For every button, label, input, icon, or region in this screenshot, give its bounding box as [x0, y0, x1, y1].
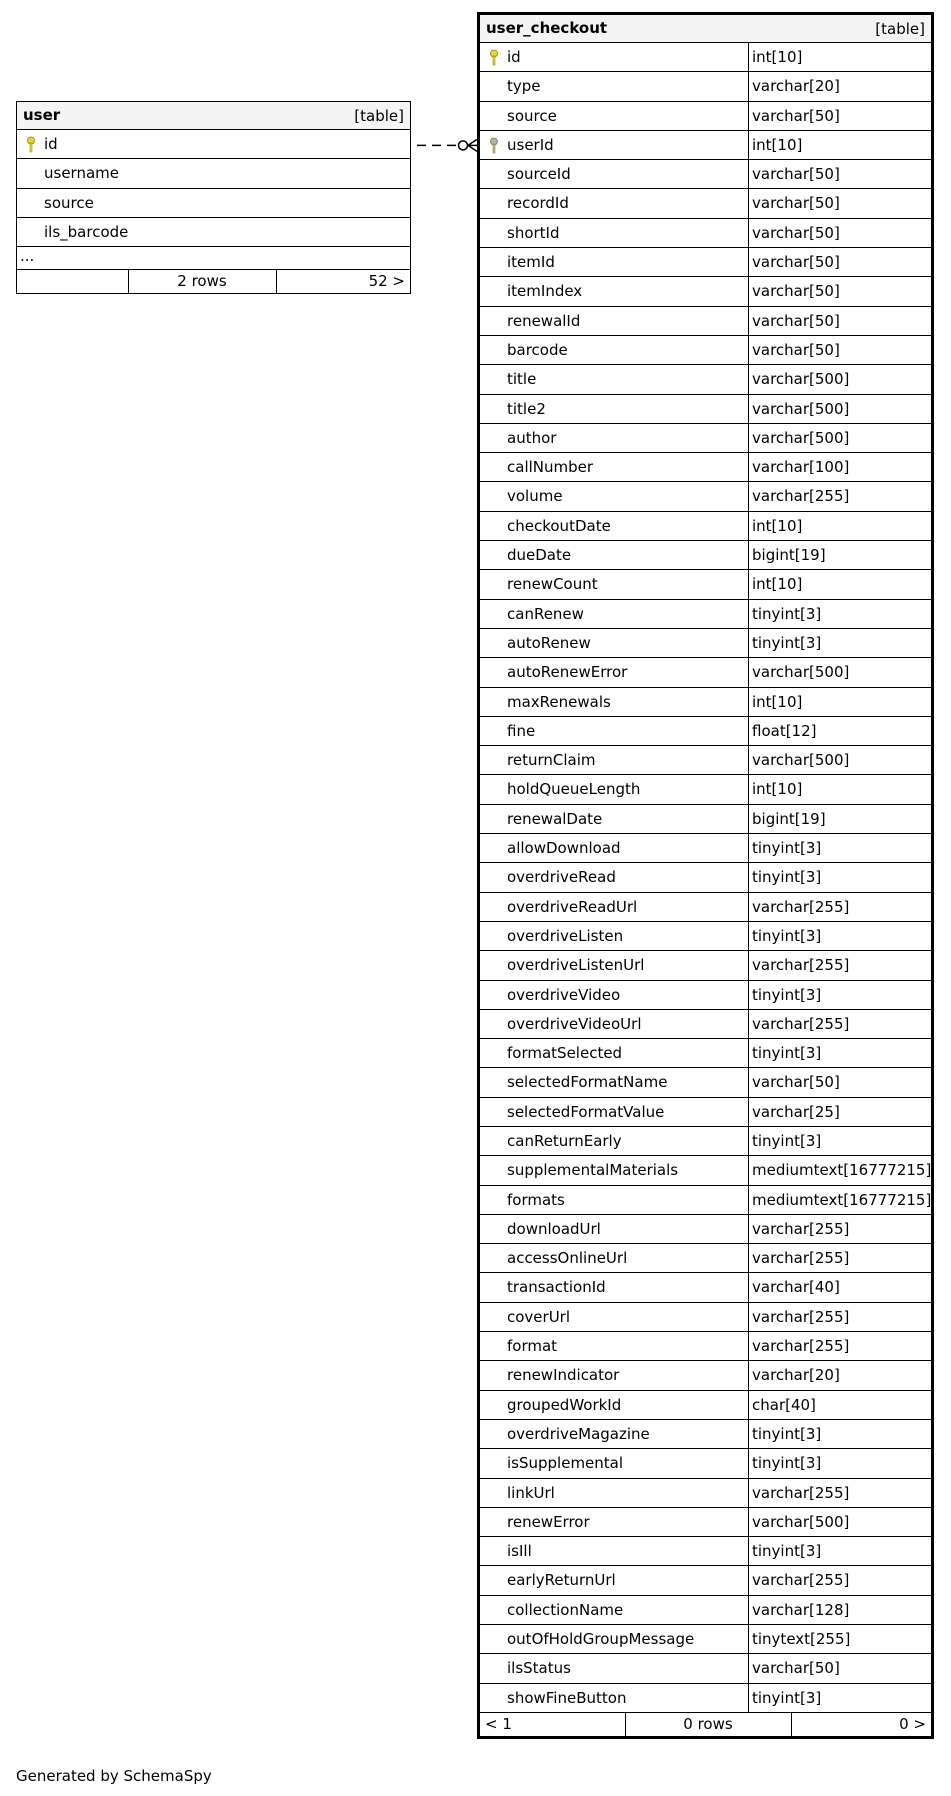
- column-type: varchar[255]: [752, 1219, 850, 1238]
- column-type: varchar[50]: [752, 340, 840, 359]
- primary-key-icon: [25, 136, 37, 154]
- table-name[interactable]: user_checkout: [486, 19, 608, 37]
- column-type: varchar[128]: [752, 1600, 850, 1619]
- column-row[interactable]: [480, 277, 931, 306]
- column-name: volume: [507, 487, 563, 506]
- column-type: tinyint[3]: [752, 1454, 822, 1473]
- column-row[interactable]: [17, 189, 410, 218]
- column-row[interactable]: [480, 1625, 931, 1654]
- column-type: varchar[500]: [752, 663, 850, 682]
- column-type: tinyint[3]: [752, 1688, 822, 1707]
- column-type: varchar[255]: [752, 1571, 850, 1590]
- column-name: maxRenewals: [507, 692, 611, 711]
- column-type: mediumtext[16777215]: [752, 1161, 932, 1180]
- column-row[interactable]: [17, 130, 410, 159]
- column-name: returnClaim: [507, 751, 596, 770]
- footer-divider: [791, 1713, 792, 1736]
- column-row[interactable]: [480, 160, 931, 189]
- column-name: overdriveVideoUrl: [507, 1014, 642, 1033]
- column-name: isSupplemental: [507, 1454, 624, 1473]
- column-divider: [748, 1215, 749, 1243]
- column-name: overdriveVideo: [507, 985, 621, 1004]
- column-type: varchar[500]: [752, 399, 850, 418]
- column-name: supplementalMaterials: [507, 1161, 679, 1180]
- column-divider: [748, 1596, 749, 1624]
- column-row[interactable]: [480, 365, 931, 394]
- column-type: tinyint[3]: [752, 926, 822, 945]
- column-divider: [748, 834, 749, 862]
- column-name: checkoutDate: [507, 516, 611, 535]
- column-type: tinyint[3]: [752, 868, 822, 887]
- column-type: tinyint[3]: [752, 633, 822, 652]
- column-name: allowDownload: [507, 839, 621, 858]
- column-divider: [748, 1391, 749, 1419]
- column-divider: [748, 1361, 749, 1389]
- table-user[interactable]: [16, 101, 411, 294]
- column-name: overdriveRead: [507, 868, 616, 887]
- column-name: transactionId: [507, 1278, 606, 1297]
- column-divider: [748, 1332, 749, 1360]
- column-row[interactable]: [480, 1244, 931, 1273]
- column-row[interactable]: [480, 1332, 931, 1361]
- column-name: title: [507, 370, 537, 389]
- column-type: varchar[50]: [752, 1073, 840, 1092]
- column-row[interactable]: [480, 1391, 931, 1420]
- column-row[interactable]: [480, 219, 931, 248]
- column-name: ilsStatus: [507, 1659, 571, 1678]
- column-row[interactable]: [480, 453, 931, 482]
- column-row[interactable]: [480, 1654, 931, 1683]
- column-row[interactable]: [480, 1361, 931, 1390]
- column-divider: [748, 1156, 749, 1184]
- column-row[interactable]: [480, 629, 931, 658]
- column-name: renewCount: [507, 575, 598, 594]
- table-kind: [table]: [354, 107, 404, 125]
- column-row[interactable]: [480, 1039, 931, 1068]
- column-divider: [748, 541, 749, 569]
- column-row[interactable]: [480, 600, 931, 629]
- column-name: type: [507, 77, 541, 96]
- footer-row-count: 0 rows: [683, 1714, 733, 1733]
- column-divider: [748, 1186, 749, 1214]
- column-type: varchar[255]: [752, 487, 850, 506]
- column-list: [17, 130, 410, 247]
- column-name: callNumber: [507, 458, 594, 477]
- column-type: varchar[50]: [752, 253, 840, 272]
- column-divider: [748, 277, 749, 305]
- column-divider: [748, 805, 749, 833]
- table-footer: [17, 270, 410, 293]
- column-type: float[12]: [752, 721, 817, 740]
- column-divider: [748, 922, 749, 950]
- column-divider: [748, 1273, 749, 1301]
- column-divider: [748, 1537, 749, 1565]
- column-name: isIll: [507, 1542, 532, 1561]
- column-divider: [748, 1098, 749, 1126]
- column-type: varchar[50]: [752, 311, 840, 330]
- column-name: overdriveListenUrl: [507, 956, 645, 975]
- column-type: int[10]: [752, 575, 803, 594]
- column-name: itemIndex: [507, 282, 583, 301]
- column-row[interactable]: [480, 541, 931, 570]
- column-row[interactable]: [480, 72, 931, 101]
- column-type: varchar[100]: [752, 458, 850, 477]
- column-row[interactable]: [480, 1010, 931, 1039]
- column-divider: [748, 395, 749, 423]
- primary-key-icon: [488, 49, 500, 67]
- column-row[interactable]: [480, 1303, 931, 1332]
- column-name: downloadUrl: [507, 1219, 601, 1238]
- column-name: fine: [507, 721, 536, 740]
- foreign-key-icon: [488, 137, 500, 155]
- column-name: earlyReturnUrl: [507, 1571, 616, 1590]
- table-footer: [480, 1713, 931, 1736]
- column-name: showFineButton: [507, 1688, 627, 1707]
- column-name: holdQueueLength: [507, 780, 641, 799]
- column-divider: [748, 893, 749, 921]
- column-row[interactable]: [480, 658, 931, 687]
- column-row[interactable]: [480, 1684, 931, 1713]
- column-type: bigint[19]: [752, 546, 826, 565]
- column-name: format: [507, 1337, 558, 1356]
- column-row[interactable]: [480, 336, 931, 365]
- column-divider: [748, 1010, 749, 1038]
- column-type: varchar[20]: [752, 1366, 840, 1385]
- column-type: varchar[500]: [752, 428, 850, 447]
- column-name: renewError: [507, 1512, 590, 1531]
- footer-divider: [276, 270, 277, 293]
- footer-left-link[interactable]: < 1: [485, 1714, 512, 1733]
- footer-right-link[interactable]: 52 >: [368, 272, 405, 291]
- column-divider: [748, 424, 749, 452]
- column-type: int[10]: [752, 780, 803, 799]
- column-divider: [748, 570, 749, 598]
- column-divider: [748, 482, 749, 510]
- column-type: int[10]: [752, 48, 803, 66]
- column-type: varchar[50]: [752, 282, 840, 301]
- column-divider: [748, 775, 749, 803]
- column-row[interactable]: [480, 1127, 931, 1156]
- crowfoot-upper: [468, 139, 477, 145]
- more-columns: ...: [17, 247, 410, 270]
- column-type: int[10]: [752, 692, 803, 711]
- column-row[interactable]: [480, 893, 931, 922]
- column-row[interactable]: [480, 1215, 931, 1244]
- column-name: username: [44, 164, 119, 183]
- column-row[interactable]: [480, 1566, 931, 1595]
- column-row[interactable]: [480, 424, 931, 453]
- column-row[interactable]: [480, 1479, 931, 1508]
- column-divider: [748, 1508, 749, 1536]
- column-type: varchar[255]: [752, 897, 850, 916]
- table-kind: [table]: [875, 20, 925, 38]
- column-type: tinyint[3]: [752, 1542, 822, 1561]
- column-divider: [748, 1684, 749, 1712]
- column-row[interactable]: [480, 1596, 931, 1625]
- column-row[interactable]: [480, 482, 931, 511]
- column-divider: [748, 863, 749, 891]
- column-divider: [748, 453, 749, 481]
- column-row[interactable]: [480, 775, 931, 804]
- column-name: id: [44, 135, 58, 153]
- column-divider: [748, 1566, 749, 1594]
- column-divider: [748, 131, 749, 159]
- column-divider: [748, 102, 749, 130]
- column-row[interactable]: [480, 834, 931, 863]
- column-row[interactable]: [480, 717, 931, 746]
- column-name: barcode: [507, 340, 568, 359]
- column-name: renewalId: [507, 311, 581, 330]
- column-divider: [748, 1039, 749, 1067]
- table-name[interactable]: user: [23, 106, 61, 124]
- column-name: autoRenew: [507, 633, 591, 652]
- column-type: varchar[50]: [752, 223, 840, 242]
- column-type: varchar[500]: [752, 370, 850, 389]
- column-row[interactable]: [480, 512, 931, 541]
- column-row[interactable]: [480, 746, 931, 775]
- footer-row-count: 2 rows: [177, 272, 227, 291]
- column-type: tinyint[3]: [752, 1424, 822, 1443]
- column-row[interactable]: [480, 1273, 931, 1302]
- column-row[interactable]: [480, 951, 931, 980]
- column-divider: [748, 951, 749, 979]
- column-divider: [748, 688, 749, 716]
- table-header[interactable]: [480, 15, 931, 43]
- column-type: varchar[50]: [752, 165, 840, 184]
- column-name: formatSelected: [507, 1044, 623, 1063]
- column-row[interactable]: [480, 43, 931, 72]
- column-name: source: [507, 106, 557, 125]
- column-type: varchar[255]: [752, 956, 850, 975]
- column-divider: [748, 1303, 749, 1331]
- column-row[interactable]: [480, 863, 931, 892]
- column-name: overdriveListen: [507, 926, 624, 945]
- column-divider: [748, 746, 749, 774]
- column-name: overdriveMagazine: [507, 1424, 650, 1443]
- column-name: userId: [507, 135, 554, 154]
- column-divider: [748, 717, 749, 745]
- column-name: canReturnEarly: [507, 1131, 622, 1150]
- column-name: groupedWorkId: [507, 1395, 622, 1414]
- column-type: varchar[500]: [752, 1512, 850, 1531]
- column-name: renewalDate: [507, 809, 603, 828]
- column-divider: [748, 981, 749, 1009]
- column-divider: [748, 219, 749, 247]
- column-name: coverUrl: [507, 1307, 571, 1326]
- column-divider: [748, 1068, 749, 1096]
- column-type: tinyint[3]: [752, 1131, 822, 1150]
- column-type: varchar[500]: [752, 751, 850, 770]
- column-type: varchar[25]: [752, 1102, 840, 1121]
- column-divider: [748, 1654, 749, 1682]
- column-name: ils_barcode: [44, 222, 129, 241]
- zero-cardinality-circle: [459, 141, 468, 150]
- column-divider: [748, 336, 749, 364]
- column-row[interactable]: [480, 395, 931, 424]
- column-row[interactable]: [480, 1156, 931, 1185]
- column-row[interactable]: [480, 688, 931, 717]
- column-divider: [748, 43, 749, 71]
- column-row[interactable]: [17, 218, 410, 247]
- column-name: selectedFormatName: [507, 1073, 668, 1092]
- column-name: canRenew: [507, 604, 584, 623]
- column-type: int[10]: [752, 135, 803, 154]
- column-type: int[10]: [752, 516, 803, 535]
- column-type: varchar[255]: [752, 1483, 850, 1502]
- column-divider: [748, 1625, 749, 1653]
- column-type: tinyint[3]: [752, 985, 822, 1004]
- column-divider: [748, 189, 749, 217]
- column-row[interactable]: [480, 131, 931, 160]
- column-name: sourceId: [507, 165, 571, 184]
- column-name: collectionName: [507, 1600, 624, 1619]
- column-type: bigint[19]: [752, 809, 826, 828]
- column-name: source: [44, 193, 94, 212]
- column-type: varchar[50]: [752, 1659, 840, 1678]
- column-divider: [748, 160, 749, 188]
- column-name: recordId: [507, 194, 569, 213]
- column-divider: [748, 307, 749, 335]
- column-row[interactable]: [480, 1508, 931, 1537]
- column-name: overdriveReadUrl: [507, 897, 638, 916]
- column-name: itemId: [507, 253, 555, 272]
- column-row[interactable]: [480, 307, 931, 336]
- column-divider: [748, 1127, 749, 1155]
- column-type: varchar[50]: [752, 194, 840, 213]
- column-row[interactable]: [480, 248, 931, 277]
- generated-by-note: Generated by SchemaSpy: [16, 1767, 212, 1785]
- column-name: selectedFormatValue: [507, 1102, 665, 1121]
- column-row[interactable]: [480, 189, 931, 218]
- column-name: author: [507, 428, 557, 447]
- column-name: shortId: [507, 223, 560, 242]
- column-type: varchar[20]: [752, 77, 840, 96]
- column-type: tinytext[255]: [752, 1630, 851, 1649]
- column-name: accessOnlineUrl: [507, 1249, 628, 1268]
- column-row[interactable]: [480, 1068, 931, 1097]
- column-divider: [748, 365, 749, 393]
- table-header[interactable]: [17, 102, 410, 130]
- column-type: varchar[50]: [752, 106, 840, 125]
- column-divider: [748, 72, 749, 100]
- column-type: varchar[255]: [752, 1307, 850, 1326]
- column-name: outOfHoldGroupMessage: [507, 1630, 695, 1649]
- column-divider: [748, 1449, 749, 1477]
- column-row[interactable]: [480, 805, 931, 834]
- column-row[interactable]: [480, 1098, 931, 1127]
- column-list: [480, 43, 931, 1713]
- column-type: mediumtext[16777215]: [752, 1190, 932, 1209]
- column-name: dueDate: [507, 546, 572, 565]
- column-row[interactable]: [480, 1420, 931, 1449]
- column-type: varchar[40]: [752, 1278, 840, 1297]
- column-divider: [748, 600, 749, 628]
- column-type: tinyint[3]: [752, 604, 822, 623]
- column-row[interactable]: [480, 102, 931, 131]
- column-row[interactable]: [480, 981, 931, 1010]
- column-divider: [748, 629, 749, 657]
- column-type: varchar[255]: [752, 1014, 850, 1033]
- column-name: renewIndicator: [507, 1366, 620, 1385]
- column-name: linkUrl: [507, 1483, 555, 1502]
- column-divider: [748, 248, 749, 276]
- column-type: tinyint[3]: [752, 839, 822, 858]
- column-row[interactable]: [17, 159, 410, 188]
- column-divider: [748, 512, 749, 540]
- column-name: formats: [507, 1190, 565, 1209]
- column-row[interactable]: [480, 922, 931, 951]
- column-type: varchar[255]: [752, 1249, 850, 1268]
- column-name: title2: [507, 399, 546, 418]
- column-row[interactable]: [480, 1186, 931, 1215]
- column-type: char[40]: [752, 1395, 816, 1414]
- column-divider: [748, 1420, 749, 1448]
- column-type: varchar[255]: [752, 1337, 850, 1356]
- column-type: tinyint[3]: [752, 1044, 822, 1063]
- column-divider: [748, 1479, 749, 1507]
- table-user-checkout[interactable]: [477, 12, 934, 1739]
- crowfoot-lower: [468, 145, 477, 151]
- column-row[interactable]: [480, 570, 931, 599]
- column-divider: [748, 1244, 749, 1272]
- column-row[interactable]: [480, 1537, 931, 1566]
- column-divider: [748, 658, 749, 686]
- column-name: autoRenewError: [507, 663, 628, 682]
- column-row[interactable]: [480, 1449, 931, 1478]
- footer-right-link[interactable]: 0 >: [899, 1714, 926, 1733]
- column-name: id: [507, 48, 521, 66]
